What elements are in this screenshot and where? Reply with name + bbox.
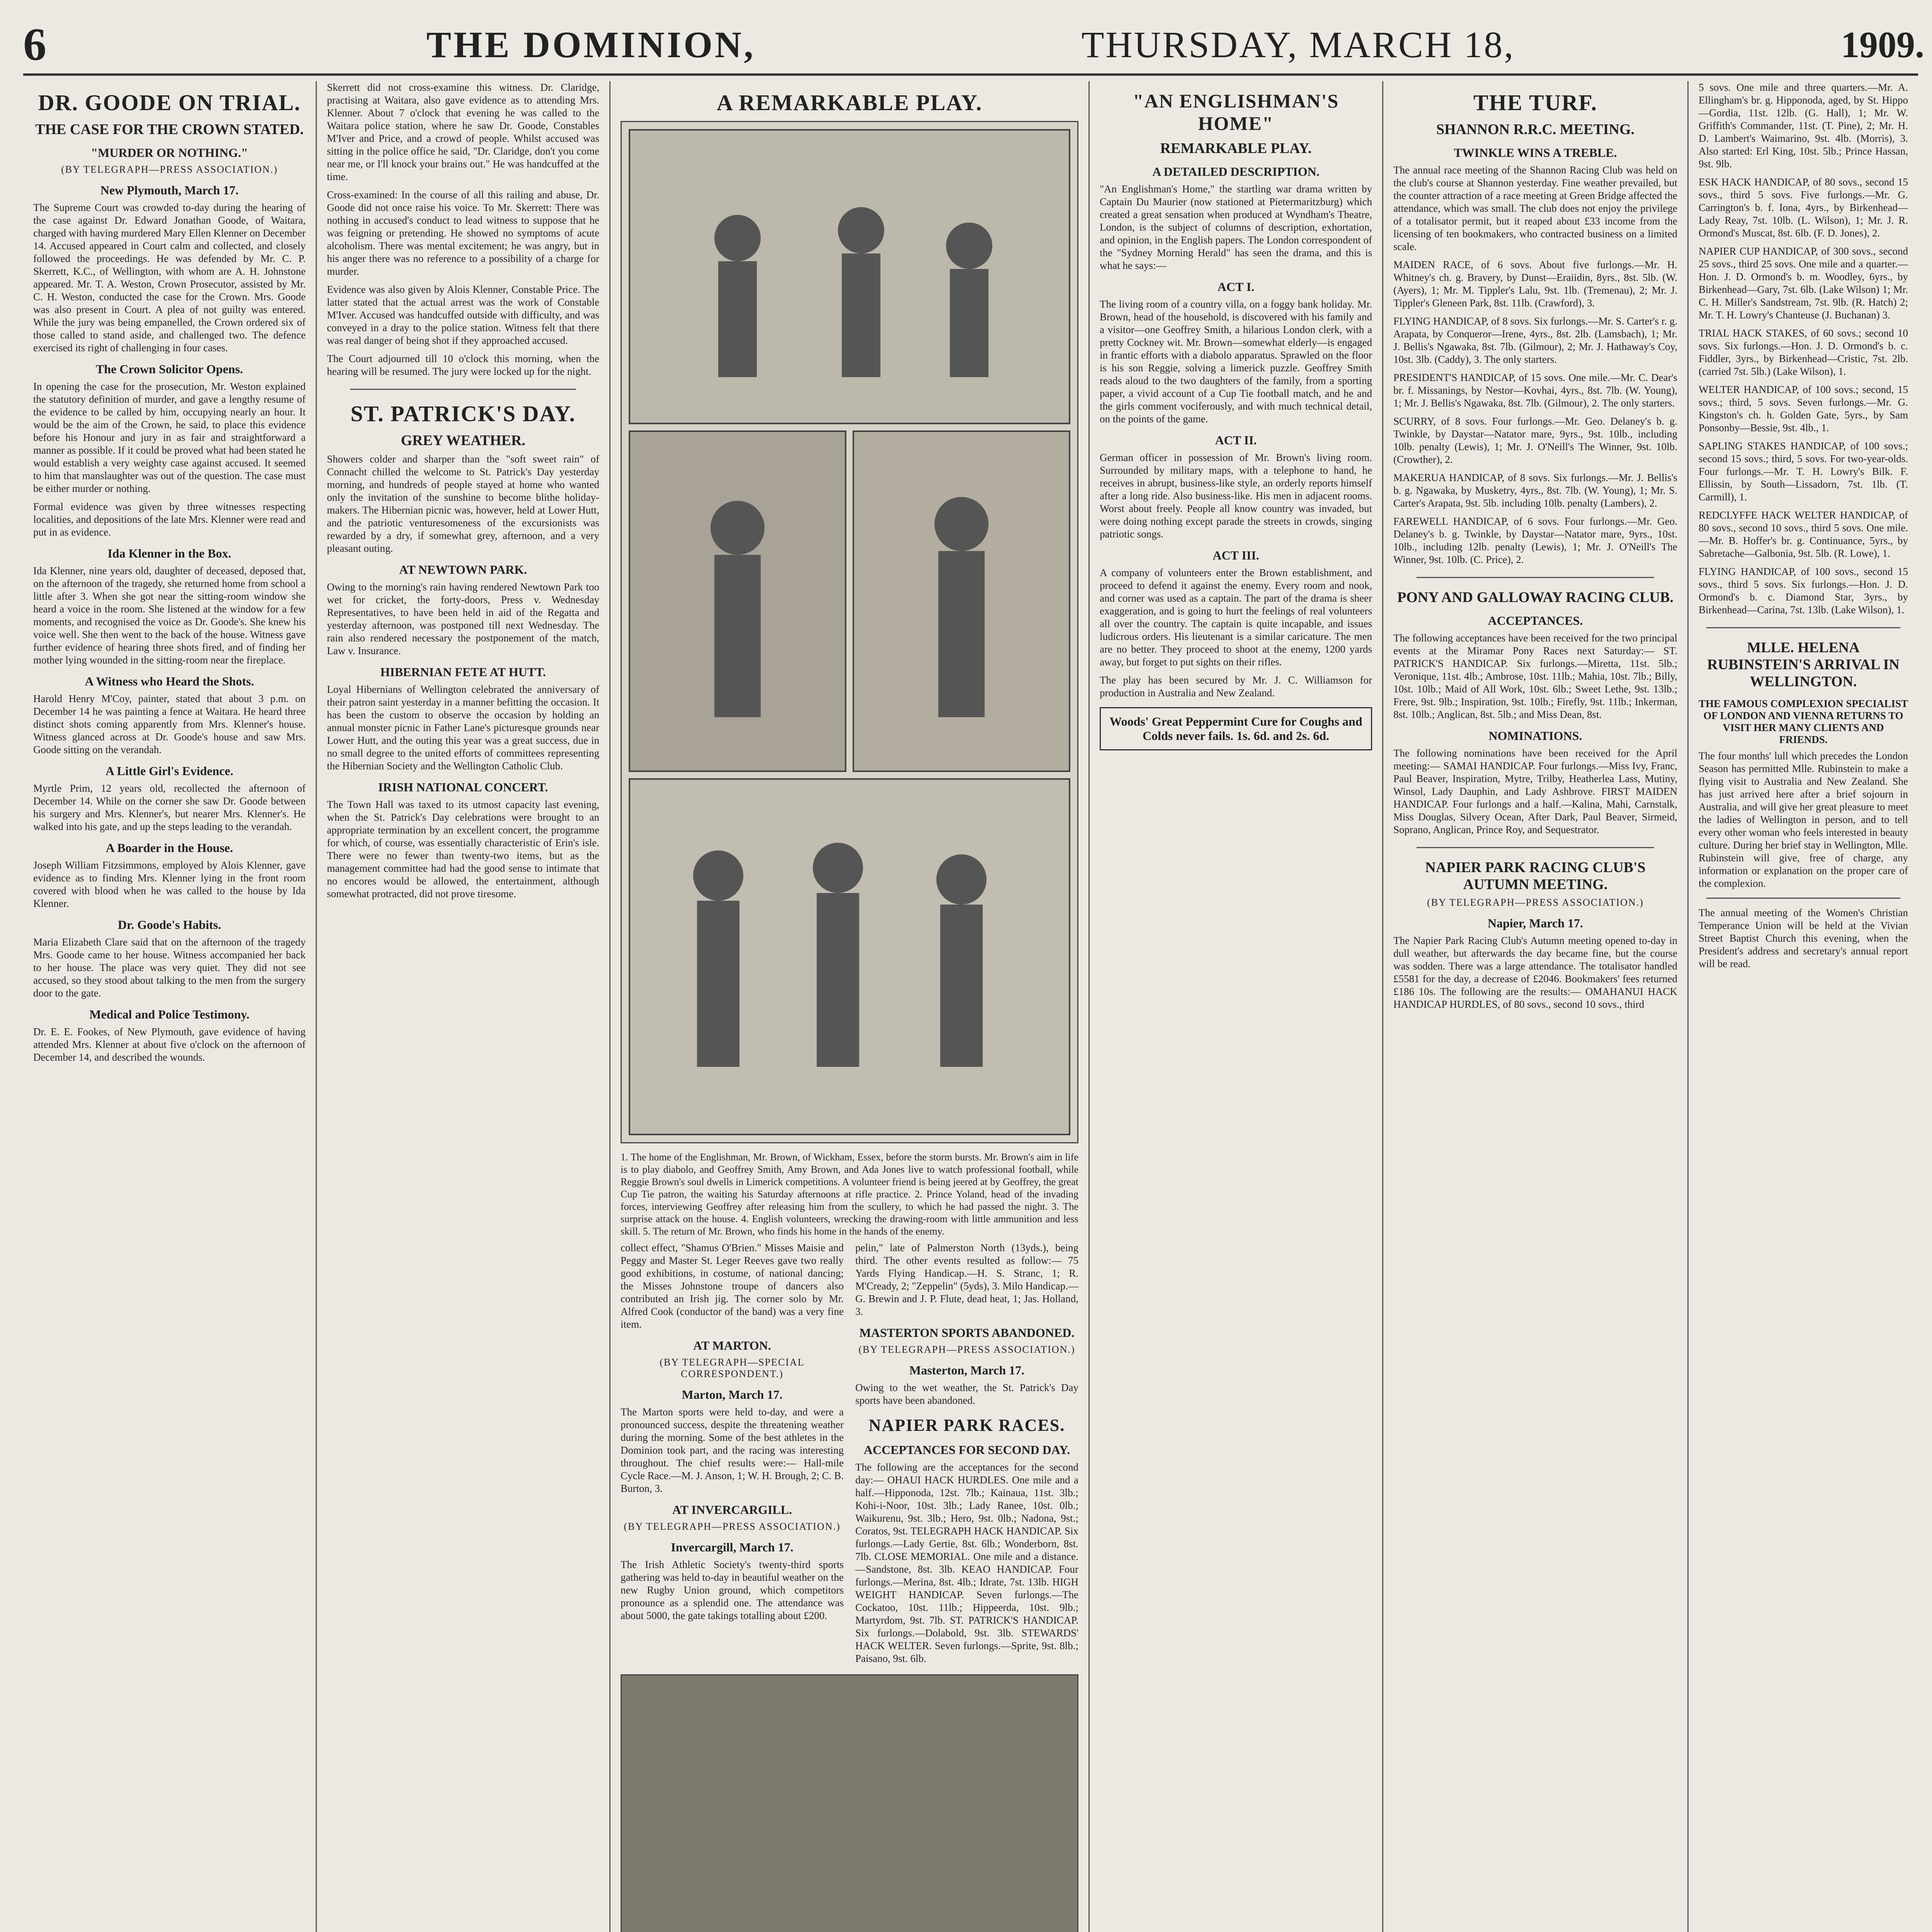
section-heading: The Crown Solicitor Opens.	[95, 362, 243, 376]
article-paragraph: In opening the case for the prosecution, Mr. Weston explained the statutory definition of murder, and gave a lengthy resume of the evidence to be called by him, occupying nearly an hour. It would be the aim of the Crown, he said, to place this evidence before his Honour and jury in as fair and straightforward a manner as possible. If it could be proved what had been stated he would establish a very weighty case against accused. It seemed to him that manslaughter was out of the question. The case must be either murder or nothing.	[33, 381, 306, 494]
dateline: Napier, March 17.	[1487, 916, 1583, 930]
advertisement-peppermint-cure: Woods' Great Peppermint Cure for Coughs and Colds never fails. 1s. 6d. and 2s. 6d.	[1100, 707, 1372, 750]
article-paragraph: The following nominations have been received for the April meeting:— SAMAI HANDICAP. Four furlongs.—Miss Ivy, Franc, Paul Beaver, Inspiration, Mytre, Trilby, Heatherlea Lass, Mutiny, Winsol, Lady Dauphin, and Lady Ashbrove. FIRST MAIDEN HANDICAP. Four furlongs and a half.—Kalina, Mahi, Carnstalk, Miss Douglas, Silvery Ocean, After Dark, Paul Beaver, Sirmeid, Soprano, Anglican, Prince Roy, and Sequestrator.	[1393, 747, 1677, 835]
byline: (BY TELEGRAPH—PRESS ASSOCIATION.)	[624, 1521, 841, 1532]
race-result: ESK HACK HANDICAP, of 80 sovs., second 15 sovs., third 5 sovs. Five furlongs.—Mr. G. Carrington's b. f. Iona, 4yrs., by Birkenhead—Lady Reay, 7st. 10lb. (L. Wilson), 1; Mr. J. R. Ormond's Muscat, 8st. 6lb. (F. D. Jones), 2.	[1699, 176, 1908, 239]
article-paragraph: The Town Hall was taxed to its utmost capacity last evening, when the St. Patrick's Day celebrations were brought to an appropriate termination by an excellent concert, the programme for which, of course, was essentially characteristic of Erin's isle. There were no fewer than twenty-two items, but as the management committee had had the good sense to intimate that no encores would be allowed, the entertainment, although somewhat protracted, did not prove tiresome.	[327, 799, 599, 900]
column-5	[1383, 81, 1689, 1932]
section-heading: A Little Girl's Evidence.	[105, 764, 233, 778]
article-paragraph: The Supreme Court was crowded to-day during the hearing of the case against Dr. Edward Jonathan Goode, of Waitara, charged with having murdered Mary Ellen Klenner on December 14. Accused appeared in Court calm and collected, and closely followed the proceedings. He was defended by Mr. C. P. Skerrett, K.C., of Wellington, with whom are A. H. Johnstone appeared. Mr. T. A. Weston, Crown Prosecutor, assisted by Mr. C. H. Weston, conducted the case for the Crown. Mrs. Goode was also present in Court. A plea of not guilty was entered. While the jury was being empanelled, the Crown ordered six of those called to stand aside, and challenged two. The defence exercised its right of challenging in four cases.	[33, 202, 306, 354]
race-result: TRIAL HACK STAKES, of 60 sovs.; second 10 sovs. Six furlongs.—Hon. J. D. Ormond's b. c. Fiddler, 3yrs., by Birkenhead—Cristic, 7st. 2lb. (carried 7st. 5lb.) (Lake Wilson), 1.	[1699, 327, 1908, 377]
race-result: MAKERUA HANDICAP, of 8 sovs. Six furlongs.—Mr. J. Bellis's b. g. Ngawaka, by Musketry, 4yrs., 8st. 7lb. (W. Young), 1; Mr. S. Carter's Arapata, 9st. 5lb. including 10lb. penalty (Lambers), 2.	[1393, 472, 1677, 509]
race-result: SAPLING STAKES HANDICAP, of 100 sovs.; second 15 sovs.; third, 5 sovs. For two-year-olds. Four furlongs.—Mr. T. H. Lowry's Bilk. F. Ellissin, by South—Lissadorn, 7st. 1lb. (T. Carmill), 1.	[1699, 440, 1908, 503]
kicker-acceptances: ACCEPTANCES.	[1488, 614, 1583, 628]
race-result: 5 sovs. One mile and three quarters.—Mr. A. Ellingham's br. g. Hipponoda, aged, by St. Hippo—Gordia, 11st. 12lb. (G. Hall), 1; Mr. W. Griffith's Commander, 11st. (T. Pine), 2; Mr. H. D. Lambert's Waimarino, 9st. 4lb. (Morris), 3. Also started: Erl King, 10st. 5lb.; Prince Hassan, 9st. 9lb.	[1699, 82, 1908, 170]
byline: (BY TELEGRAPH—PRESS ASSOCIATION.)	[858, 1344, 1075, 1355]
section-heading: NOMINATIONS.	[1488, 729, 1582, 743]
article-paragraph: A company of volunteers enter the Brown establishment, and proceed to defend it against the enemy. Every room and nook, and corner was used as a captain. The part of the drama is sheer exaggeration, and is going to hurt the feelings of real volunteers all over the country. The captain is quite incapable, and issues ludicrous orders. His lieutenant is a similar caricature. The men are no better. They proceed to shoot at the enemy, 1200 yards away, but forget to put sights on their rifles.	[1100, 567, 1372, 668]
subhead-shannon: SHANNON R.R.C. MEETING.	[1436, 121, 1635, 138]
article-paragraph: The annual meeting of the Women's Christian Temperance Union will be held at the Vivian Street Baptist Church this evening, when the President's address and secretary's annual report will be read.	[1699, 907, 1908, 969]
article-paragraph: The living room of a country villa, on a foggy bank holiday. Mr. Brown, head of the household, is discovered with his family and a visitor—one Geoffrey Smith, a hilarious London clerk, with a pretty Cockney wit. Mr. Brown—somewhat elderly—is engaged in frantic efforts with a diabolo apparatus. Sprawled on the floor is his son Reggie, solving a limerick puzzle. Geoffrey Smith reads aloud to the two daughters of the family, from a sporting paper, a vivid account of a Cup Tie football match, and he and the girls comment vociferously, and with much technical detail, on the points of the game.	[1100, 298, 1372, 425]
article-paragraph: Myrtle Prim, 12 years old, recollected the afternoon of December 14. While on the corner she saw Dr. Goode between his surgery and Mrs. Klenner's, but nearer Mrs. Klenner's. He walked into his gate, and up the steps leading to the verandah.	[33, 782, 306, 832]
headline-goode-trial: DR. GOODE ON TRIAL.	[38, 90, 301, 115]
subhead-weather: GREY WEATHER.	[401, 432, 526, 449]
group-photo-image	[622, 1675, 1077, 1932]
dateline: Invercargill, March 17.	[671, 1540, 794, 1554]
article-paragraph: Loyal Hibernians of Wellington celebrated the anniversary of their patron saint yesterday in a manner befitting the occasion. It has been the custom to observe the occasion by holding an annual monster picnic in Father Lane's picturesque grounds near Lower Hutt, and the outing this year was a great success, due in no small degree to the united efforts of committees representing the Hibernian Society and the Wellington Catholic Club.	[327, 684, 599, 772]
article-paragraph: Maria Elizabeth Clare said that on the afternoon of the tragedy Mrs. Goode came to her house. Witness accompanied her back to her house. The place was very quiet. They did not see accused, so they stood about talking to the men from the surgery door to the gate.	[33, 936, 306, 999]
race-result: FAREWELL HANDICAP, of 6 sovs. Four furlongs.—Mr. Geo. Delaney's b. g. Twinkle, by Daystar—Natator mare, 9yrs., 10st. 10lb., including 12lb. penalty (Lewis), 1; Mr. J. O'Neill's The Winner, 9st. 10lb. (C. Price), 2.	[1393, 515, 1677, 565]
article-paragraph: Evidence was also given by Alois Klenner, Constable Price. The latter stated that the actual arrest was the work of Constable M'Iver. Accused was handcuffed outside with difficulty, and was conveyed in a dray to the police station. Witness felt that there was real danger of being shot if they approached accused.	[327, 284, 599, 346]
section-heading: Ida Klenner in the Box.	[107, 546, 231, 560]
race-result: SCURRY, of 8 sovs. Four furlongs.—Mr. Geo. Delaney's b. g. Twinkle, by Daystar—Natator mare, 9yrs., 9st. 10lb., including 10lb. penalty (Lewis), 1; Mr. J. O'Neill's The Winner, 9st. 10lb. (Crowther), 2.	[1393, 415, 1677, 465]
article-paragraph: The annual race meeting of the Shannon Racing Club was held on the club's course at Shannon yesterday. Fine weather prevailed, but the counter attraction of a race meeting at Green Bridge affected the attendance, which was small. The club does not enjoy the privilege of a totalisator permit, but it reaped about £33 income from the licensing of ten bookmakers, who contracted business on a limited scale.	[1393, 164, 1677, 252]
divider	[1706, 627, 1900, 628]
column-2	[317, 81, 611, 1932]
subhead-rubinstein: THE FAMOUS COMPLEXION SPECIALIST OF LONDON AND VIENNA RETURNS TO VISIT HER MANY CLIENTS AND FRIENDS.	[1699, 698, 1908, 745]
subhead-acceptances: ACCEPTANCES FOR SECOND DAY.	[864, 1443, 1070, 1457]
divider	[1417, 577, 1654, 578]
article-paragraph: The Napier Park Racing Club's Autumn meeting opened to-day in dull weather, but afterwards the day became fine, but the course was sodden. There was a large attendance. The totalisator handled £5581 for the day, a decrease of £2046. Bookmakers' fees returned £186 10s. The following are the results:— OMAHANUI HACK HANDICAP HURDLES, of 80 sovs., second 10 sovs., third	[1393, 935, 1677, 1010]
section-heading: AT NEWTOWN PARK.	[399, 563, 527, 577]
race-result: FLYING HANDICAP, of 8 sovs. Six furlongs.—Mr. S. Carter's r. g. Arapata, by Conqueror—Irene, 4yrs., 8st. 2lb. (Lamsbach), 1; Mr. J. Bellis's Ngawaka, 8st. 7lb. (Gilmour), 2; Mr. J. Hathaway's Coy, 10st. 3lb. (Caddy), 3. The only starters.	[1393, 315, 1677, 365]
article-paragraph: German officer in possession of Mr. Brown's living room. Surrounded by military maps, with a telephone to hand, he receives in abrupt, business-like style, an orderly reports himself after a long ride. Also business-like. His men in adjacent rooms. Worst about freely. People all know country was invaded, but were doing nothing except parade the streets in crowds, singing patriotic songs.	[1100, 452, 1372, 540]
divider	[1706, 898, 1900, 899]
headline-englishmans-home: "AN ENGLISHMAN'S HOME"	[1133, 90, 1339, 134]
race-result: PRESIDENT'S HANDICAP, of 15 sovs. One mile.—Mr. C. Dear's br. f. Missanings, by Nestor—Kovhai, 4yrs., 8st. 7lb. (W. Young), 1; Mr. J. Bellis's Ngawaka, 8st. 7lb. (Gilmour), 2. The only starters.	[1393, 372, 1677, 409]
issue-year: 1909.	[1841, 24, 1924, 65]
subhead-remarkable-play: REMARKABLE PLAY.	[1160, 140, 1312, 156]
headline-napier-races: NAPIER PARK RACES.	[869, 1416, 1065, 1435]
kicker-description: A DETAILED DESCRIPTION.	[1152, 165, 1320, 179]
act-heading: ACT I.	[1217, 280, 1255, 294]
section-heading: IRISH NATIONAL CONCERT.	[378, 780, 548, 794]
article-paragraph: Formal evidence was given by three witnesses respecting localities, and depositions of the late Mrs. Klenner were read and put in as evidence.	[33, 501, 306, 538]
article-paragraph: Showers colder and sharper than the "soft sweet rain" of Connacht chilled the welcome to St. Patrick's Day yesterday morning, and hundreds of people stayed at home who wanted only the invitation of the sunshine to become blithe holiday-makers. The Hibernian picnic was, however, held at Lower Hutt, and the patriotic venturesomeness of the excursionists was rewarded by a dry, if somewhat grey, afternoon, and a very pleasant outing.	[327, 453, 599, 554]
headline-turf: THE TURF.	[1473, 90, 1597, 115]
article-paragraph: The Court adjourned till 10 o'clock this morning, when the hearing will be resumed. The jury were locked up for the night.	[327, 353, 599, 377]
column-1	[23, 81, 317, 1932]
subhead-pony-club: PONY AND GALLOWAY RACING CLUB.	[1397, 589, 1673, 605]
masthead	[23, 15, 1924, 76]
act-heading: ACT II.	[1215, 433, 1257, 447]
article-paragraph: Skerrett did not cross-examine this witness. Dr. Claridge, practising at Waitara, also gave evidence as to attending Mrs. Klenner. About 7 o'clock that evening he was called to the Waitara police station, where he saw Dr. Goode, Constables M'Iver and Price, and a crowd of people. Whilst accused was sitting in the police office he said, "Dr. Claridge, don't you come near me, or I'll knock your brains out." He was handcuffed at the time.	[327, 82, 599, 182]
article-paragraph: Owing to the wet weather, the St. Patrick's Day sports have been abandoned.	[855, 1382, 1078, 1406]
byline: (BY TELEGRAPH—SPECIAL CORRESPONDENT.)	[660, 1357, 805, 1379]
dateline: Marton, March 17.	[682, 1388, 783, 1401]
page-number: 6	[23, 19, 46, 70]
article-paragraph: The Marton sports were held to-day, and were a pronounced success, despite the threatening weather during the morning. Some of the best athletes in the Dominion took part, and the racing was interesting throughout. The chief results were:— Hall-mile Cycle Race.—M. J. Anson, 1; W. H. Brough, 2; C. B. Burton, 3.	[621, 1406, 844, 1494]
engraving-image	[622, 122, 1077, 1142]
divider	[350, 389, 576, 390]
article-paragraph: The play has been secured by Mr. J. C. Williamson for production in Australia and New Zealand.	[1100, 674, 1372, 699]
divider	[1417, 847, 1654, 848]
dateline: Masterton, March 17.	[909, 1363, 1025, 1377]
article-paragraph: The following are the acceptances for the second day:— OHAUI HACK HURDLES. One mile and a half.—Hipponoda, 12st. 7lb.; Kainaua, 11st. 3lb.; Kohi-i-Noor, 10st. 3lb.; Lady Ranee, 10st. 0lb.; Waikurenu, 9st. 3lb.; Hero, 9st. 0lb.; Nadona, 9st.; Coratos, 9st. TELEGRAPH HACK HANDICAP. Six furlongs.—Lady Gertie, 8st. 6lb.; Wonderborn, 8st. 7lb. CLOSE MEMORIAL. One mile and a distance.—Sandstone, 8st. 3lb. KEAO HANDICAP. Four furlongs.—Merina, 8st. 4lb.; Idrate, 7st. 13lb. HIGH WEIGHT HANDICAP. Seven furlongs.—The Cockatoo, 10st. 11lb.; Hippeerda, 10st. 9lb.; Martyrdom, 9st. 7lb. ST. PATRICK'S HANDICAP. Six furlongs.—Dolabold, 9st. 3lb. STEWARDS' HACK WELTER. Seven furlongs.—Sprite, 9st. 8lb.; Paisano, 9st. 6lb.	[855, 1461, 1078, 1664]
race-result: WELTER HANDICAP, of 100 sovs.; second, 15 sovs.; third, 5 sovs. Seven furlongs.—Mr. G. Kingston's ch. h. Golden Gate, 5yrs., by Sam Ponsonby—Bessie, 9st. 4lb., 1.	[1699, 384, 1908, 434]
article-paragraph: Joseph William Fitzsimmons, employed by Alois Klenner, gave evidence as to finding Mrs. Klenner lying in the front room covered with blood when he was called to the house by Ida Klenner.	[33, 859, 306, 909]
hibernian-picnic-photo	[621, 1674, 1078, 1932]
article-paragraph: Ida Klenner, nine years old, daughter of deceased, deposed that, on the afternoon of the tragedy, she returned home from school a little after 3. When she got near the sitting-room window she heard a voice in the room. She listened at the window for a few moments, and recognised the voice as Dr. Goode's. She knew his voice well. She then went to the back of the house. Witness gave further evidence of hearing three shots fired, and of finding her mother lying wounded in the sitting-room near the fireplace.	[33, 565, 306, 666]
article-paragraph: collect effect, "Shamus O'Brien." Misses Maisie and Peggy and Master St. Leger Reeves gave two really good exhibitions, in costume, of national dancing; the Misses Johnstone troupe of dancers also contributed an Irish jig. The corner solo by Mr. Alfred Cook (conductor of the band) was a very fine item.	[621, 1242, 844, 1330]
newspaper-title: THE DOMINION,	[426, 24, 756, 65]
column-6	[1689, 81, 1918, 1932]
article-paragraph: Cross-examined: In the course of all this railing and abuse, Dr. Goode did not once raise his voice. To Mr. Skerrett: There was nothing in accused's conduct to lead witness to suppose that he was feigning or pretending. He showed no symptoms of acute alcoholism. There was mental excitement; he was angry, but in his anger there was no reference to a possibility of a charge for murder.	[327, 189, 599, 277]
article-paragraph: The Irish Athletic Society's twenty-third sports gathering was held to-day in beautiful weather on the new Rugby Union ground, which competitors pronounce as a splendid one. The attendance was about 5000, the gate takings totalling about £200.	[621, 1559, 844, 1621]
section-heading: Medical and Police Testimony.	[89, 1007, 250, 1021]
article-paragraph: The four months' lull which precedes the London Season has permitted Mlle. Rubinstein to make a flying visit to Australia and New Zealand. She has just arrived here after a brief sojourn in Australia, and will give her great pleasure to meet the ladies of Wellington in person, and to tell every other woman who feels interested in beauty culture. During her brief stay in Wellington, Mlle. Rubinstein will give, free of charge, any information or explanation on the proper care of the complexion.	[1699, 750, 1908, 889]
section-heading: MASTERTON SPORTS ABANDONED.	[859, 1326, 1075, 1340]
section-heading: AT INVERCARGILL.	[672, 1503, 792, 1517]
act-heading: ACT III.	[1213, 548, 1259, 562]
dateline: New Plymouth, March 17.	[100, 183, 239, 197]
play-scenes-illustration	[621, 121, 1078, 1143]
article-paragraph: Harold Henry M'Coy, painter, stated that about 3 p.m. on December 14 he was painting a fence at Waitara. He heard three distinct shots coming apparently from Mrs. Klenner's house. Witness glanced across at Dr. Goode's house and saw Mrs. Goode sitting on the verandah.	[33, 693, 306, 755]
section-heading: AT MARTON.	[693, 1338, 771, 1352]
byline: (BY TELEGRAPH—PRESS ASSOCIATION.)	[1427, 897, 1644, 908]
kicker-twinkle: TWINKLE WINS A TREBLE.	[1454, 146, 1617, 160]
headline-rubinstein: MLLE. HELENA RUBINSTEIN'S ARRIVAL IN WELLINGTON.	[1707, 639, 1900, 690]
subhead-napier-autumn: NAPIER PARK RACING CLUB'S AUTUMN MEETING.	[1425, 859, 1646, 893]
section-heading: A Witness who Heard the Shots.	[85, 674, 254, 688]
article-paragraph: Dr. E. E. Fookes, of New Plymouth, gave evidence of having attended Mrs. Klenner at about five o'clock on the afternoon of December 14, and described the wounds.	[33, 1026, 306, 1063]
race-result: NAPIER CUP HANDICAP, of 300 sovs., second 25 sovs., third 25 sovs. One mile and a quarter.—Hon. J. D. Ormond's b. m. Woodley, 6yrs., by Birkenhead—Gary, 7st. 6lb. (Lake Wilson) 1; Mr. C. H. Miller's Sandstream, 7st. 9lb. (R. Hatch) 2; Mr. T. H. Lowry's Chanteuse (J. Buchanan) 3.	[1699, 245, 1908, 321]
column-3	[611, 81, 1090, 1932]
illustration-caption: 1. The home of the Englishman, Mr. Brown, of Wickham, Essex, before the storm bursts. Mr. Brown's aim in life is to play diabolo, and Geoffrey Smith, Amy Brown, and Ada Jones live to watch professional football, while Reggie Brown's soul dwells in Limerick competitions. A volunteer friend is being jeered at by Geoffrey, the great Cup Tie patron, the waiting his Saturday afternoons at rifle practice. 2. Prince Yoland, head of the invading forces, interviewing Geoffrey after releasing him from the scullery, to which he had passed the night. 3. The surprise attack on the house. 4. English volunteers, wrecking the drawing-room with little ammunition and less skill. 5. The return of Mr. Brown, who finds his home in the hands of the enemy.	[621, 1151, 1078, 1237]
section-heading: HIBERNIAN FETE AT HUTT.	[380, 665, 546, 679]
race-result: FLYING HANDICAP, of 100 sovs., second 15 sovs., third 5 sovs. Six furlongs.—Hon. J. D. Ormond's b. c. Diamond Star, 3yrs., by Birkenhead—Carina, 7st. 13lb. (Lake Wilson), 1.	[1699, 566, 1908, 616]
kicker-murder: "MURDER OR NOTHING."	[91, 146, 248, 160]
article-paragraph: The following acceptances have been received for the two principal events at the Miramar Pony Races next Saturday:— ST. PATRICK'S HANDICAP. Six furlongs.—Miretta, 11st. 5lb.; Veronique, 11st. 4lb.; Ambrose, 10st. 11lb.; Mahia, 10st. 7lb.; Billy, 10st. 10lb.; Maid of All Work, 10st. 6lb.; Sweet Lethe, 9st. 13lb.; Frere, 9st. 9lb.; Inspiration, 9st. 10lb.; Firefly, 9st. 11lb.; Inkerman, 8st. 10lb.; Anglican, 8st. 5lb.; and Miss Dean, 8st.	[1393, 632, 1677, 720]
headline-st-patricks: ST. PATRICK'S DAY.	[350, 401, 576, 426]
section-heading: A Boarder in the House.	[105, 841, 233, 855]
race-result: MAIDEN RACE, of 6 sovs. About five furlongs.—Mr. H. Whitney's ch. g. Bravery, by Dunst—Eraiidin, 8yrs., 8st. 5lb. (W. (Ayers), 1; Mr. M. Tippler's Lalu, 9st. 1lb. (Tremenau), 2; Mr. J. Tippler's Gleneen Park, 8st. 11lb. (Crawford), 3.	[1393, 259, 1677, 309]
article-paragraph: Owing to the morning's rain having rendered Newtown Park too wet for cricket, the forty-doors, Press v. Wednesday Representatives, to have been held in aid of the Regatta and yesterday afternoon, was postponed till next Wednesday. The rain also rendered necessary the postponement of the match, Law v. Insurance.	[327, 581, 599, 656]
article-paragraph: pelin," late of Palmerston North (13yds.), being third. The other events resulted as follow:— 75 Yards Flying Handicap.—H. S. Stranc, 1; R. M'Cready, 2; "Zeppelin" (5yds), 3. Milo Handicap.—G. Brewin and J. P. Flute, dead heat, 1; Jas. Holland, 3.	[855, 1242, 1078, 1317]
subhead-crown-case: THE CASE FOR THE CROWN STATED.	[35, 121, 304, 138]
section-heading: Dr. Goode's Habits.	[117, 918, 221, 932]
article-paragraph: "An Englishman's Home," the startling war drama written by Captain Du Maurier (now stationed at Pietermaritzburg) which created a great sensation when produced at Wyndham's Theatre, London, is the subject of columns of description, exhortation, and opinion, in the English papers. The London correspondent of the "Sydney Morning Herald" has seen the drama, and this is what he says:—	[1100, 183, 1372, 271]
issue-date: THURSDAY, MARCH 18,	[1081, 24, 1515, 65]
byline: (BY TELEGRAPH—PRESS ASSOCIATION.)	[61, 164, 278, 175]
race-result: REDCLYFFE HACK WELTER HANDICAP, of 80 sovs., second 10 sovs., third 5 sovs. One mile.—Mr. B. Hoffer's br. g. Continuance, 5yrs., by Sabretache—Galbonia, 9st. 5lb. (R. Lowe), 1.	[1699, 509, 1908, 559]
column-4	[1090, 81, 1383, 1932]
headline-remarkable-play: A REMARKABLE PLAY.	[716, 90, 983, 115]
